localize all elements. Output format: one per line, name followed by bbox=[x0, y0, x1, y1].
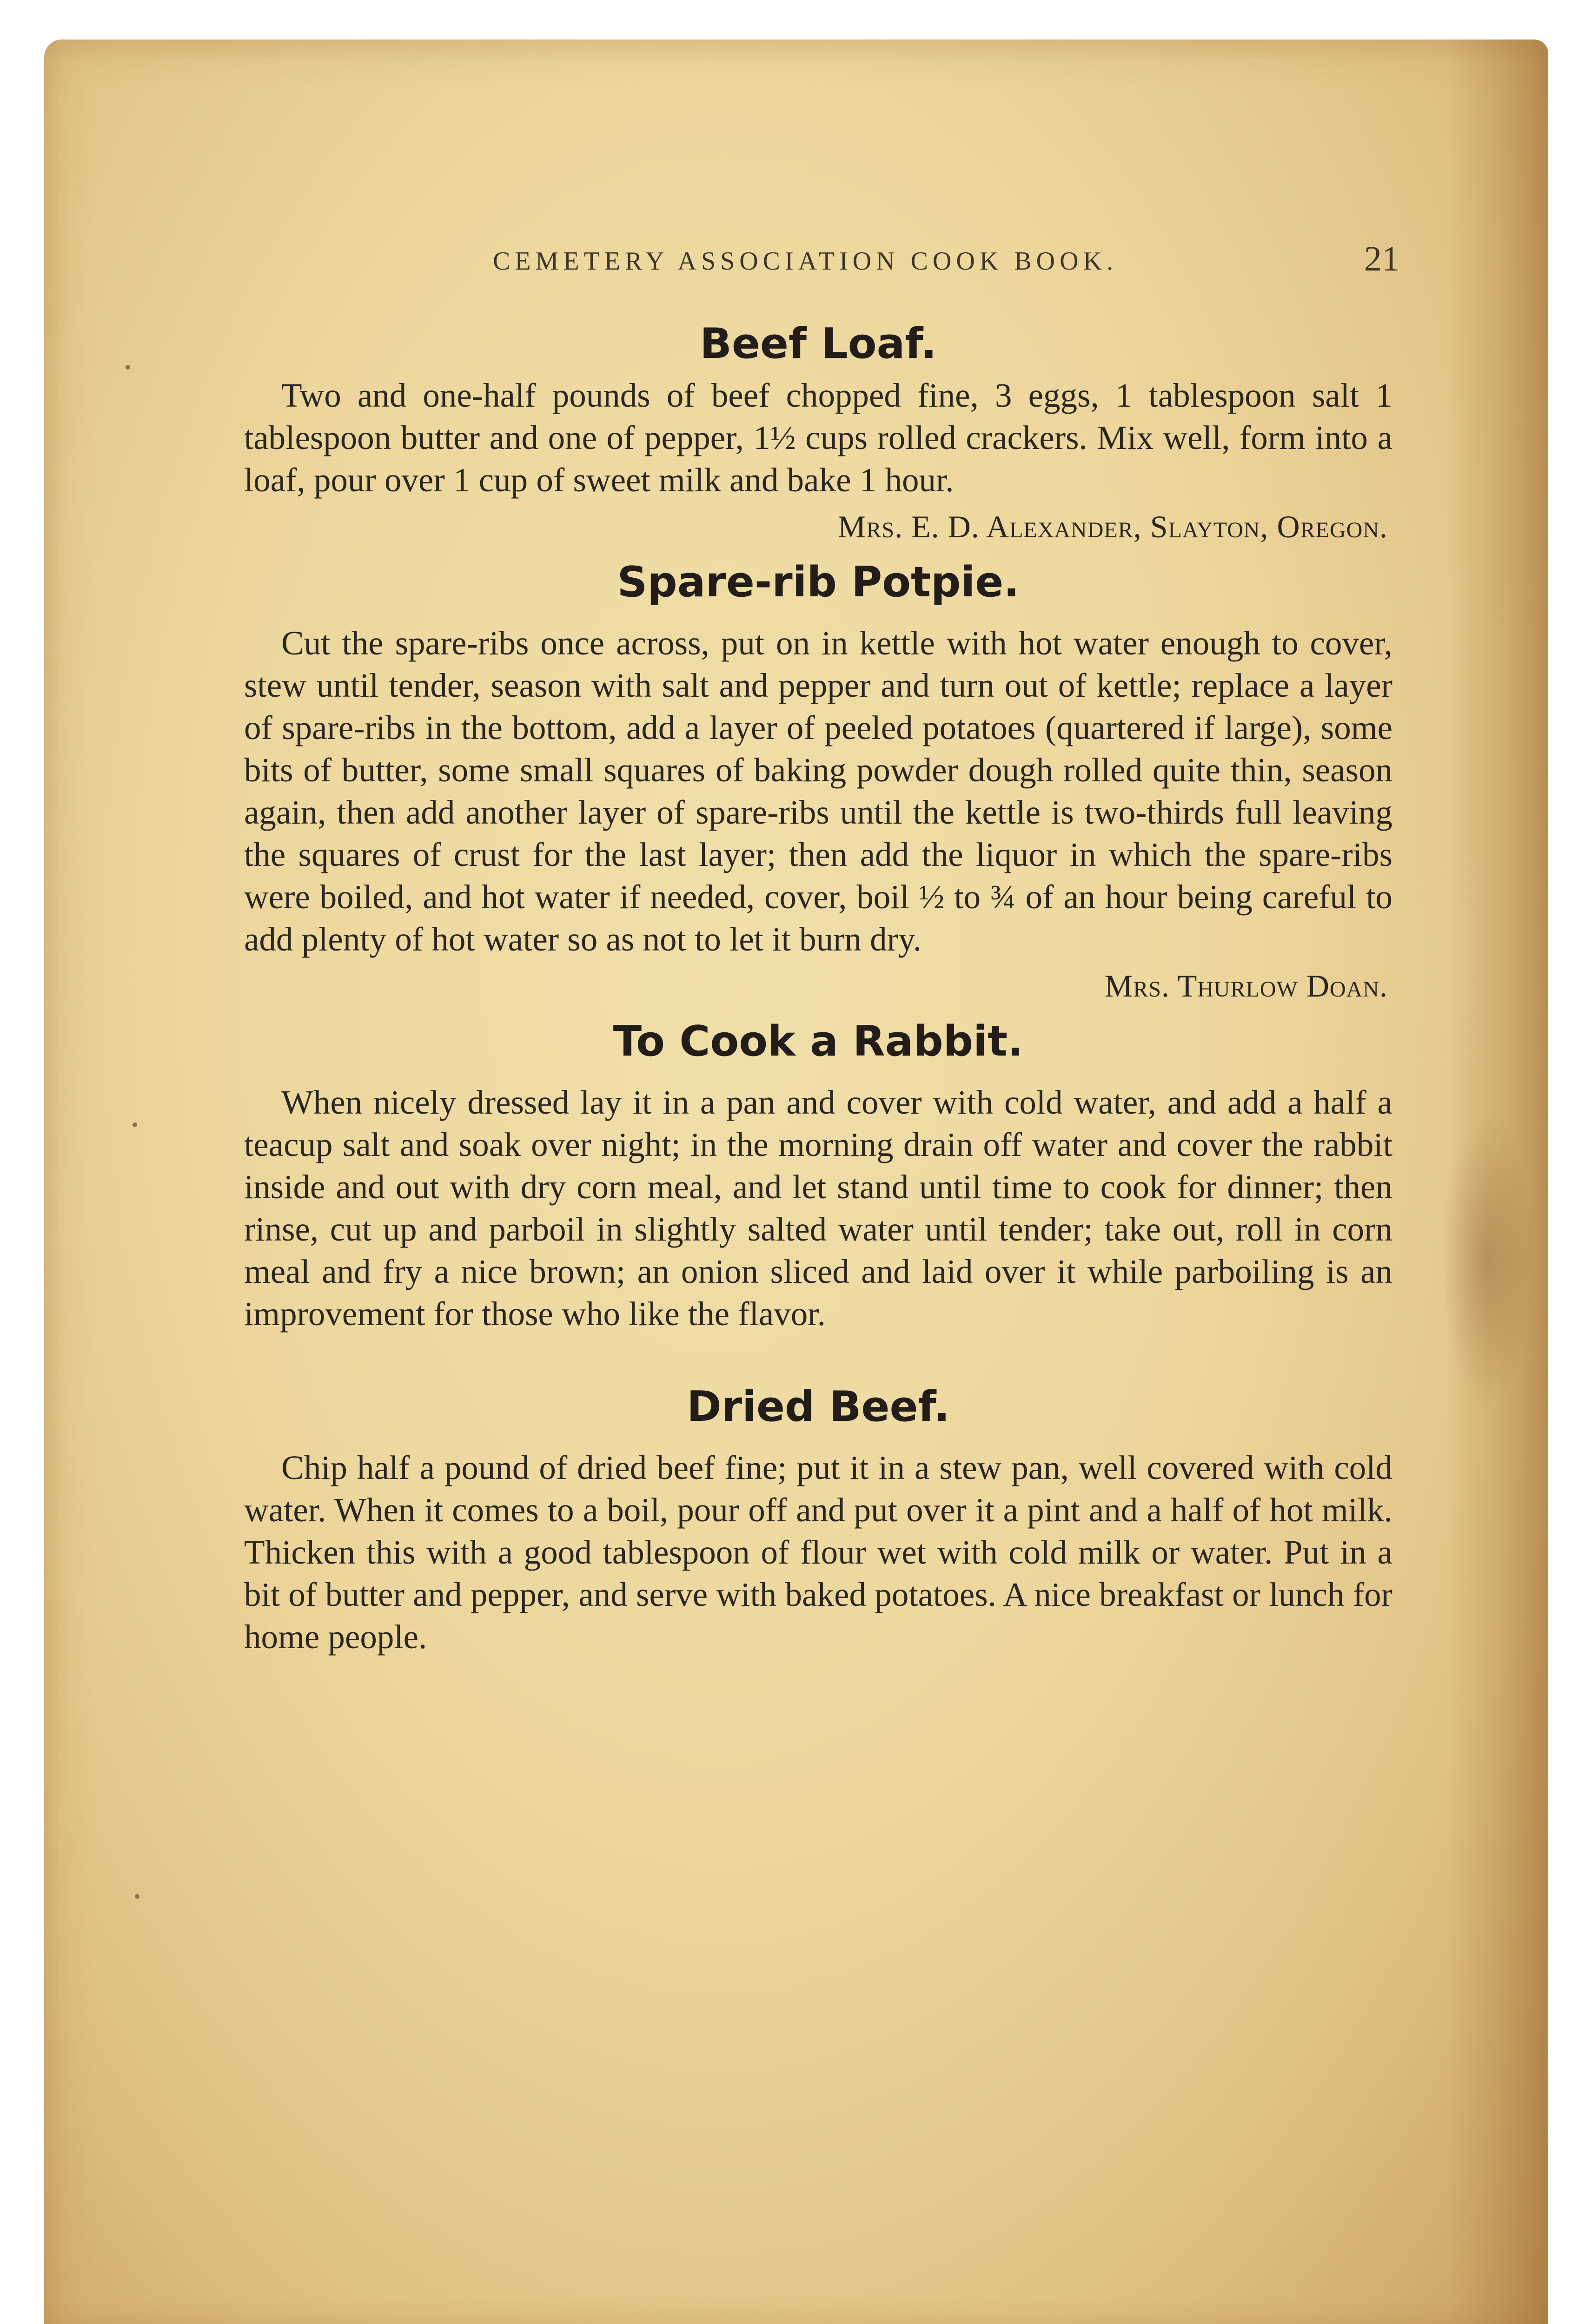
page-number: 21 bbox=[1364, 239, 1399, 278]
margin-speck bbox=[135, 1894, 139, 1899]
recipe-dried-beef bbox=[244, 1377, 1392, 1658]
recipe-content bbox=[244, 314, 1392, 1658]
recipe-title: Beef Loaf. bbox=[700, 319, 937, 368]
recipe-beef-loaf bbox=[244, 314, 1392, 552]
water-stain bbox=[1441, 1109, 1534, 1411]
recipe-title: Dried Beef. bbox=[687, 1382, 950, 1431]
recipe-signature: Mrs. Thurlow Doan. bbox=[1104, 968, 1388, 1004]
recipe-title: Spare-rib Potpie. bbox=[617, 558, 1020, 607]
running-title: CEMETERY ASSOCIATION COOK BOOK. bbox=[493, 247, 1118, 276]
recipe-body: Cut the spare-ribs once across, put on in kettle with hot water enough to cover, stew until tender, season with salt and pepper and turn out of kettle; replace a layer of spare-ribs in the bottom, add a layer of peeled potatoes (quartered if large), some bits of butter, some small squares of baking powder dough rolled quite thin, season again, then add another layer of spare-ribs until the kettle is two-thirds full leaving the squares of crust for the last layer; then add the liquor in which the spare-ribs were boiled, and hot water if needed, cover, boil ½ to ¾ of an hour being careful to add plenty of hot water so as not to let it burn dry. bbox=[244, 624, 1392, 958]
recipe-signature: Mrs. E. D. Alexander, Slayton, Oregon. bbox=[837, 509, 1388, 544]
recipe-body: When nicely dressed lay it in a pan and cover with cold water, and add a half a teacup salt and soak over night; in the morning drain off water and cover the rabbit inside and out with dry corn meal, and let stand until time to cook for dinner; then rinse, cut up and parboil in slightly salted water until tender; take out, roll in corn meal and fry a nice brown; an onion sliced and laid over it while parboiling is an improvement for those who like the flavor. bbox=[244, 1083, 1392, 1333]
recipe-body: Chip half a pound of dried beef fine; put it in a stew pan, well covered with cold water. When it comes to a boil, pour off and put over it a pint and a half of hot milk. Thicken this with a good tablespoon of flour wet with cold milk or water. Put in a bit of butter and pepper, and serve with baked potatoes. A nice breakfast or lunch for home people. bbox=[244, 1449, 1392, 1656]
recipe-title: To Cook a Rabbit. bbox=[613, 1017, 1024, 1066]
recipe-to-cook-a-rabbit bbox=[244, 1011, 1392, 1335]
margin-speck bbox=[126, 365, 130, 370]
page-header bbox=[493, 232, 1399, 288]
book-page bbox=[44, 40, 1548, 2324]
recipe-spare-rib-potpie bbox=[244, 552, 1392, 1011]
recipe-body: Two and one-half pounds of beef chopped fine, 3 eggs, 1 tablespoon salt 1 tablespoon butter and one of pepper, 1½ cups rolled crackers. Mix well, form into a loaf, pour over 1 cup of sweet milk and bake 1 hour. bbox=[244, 376, 1392, 499]
margin-speck bbox=[133, 1122, 137, 1127]
